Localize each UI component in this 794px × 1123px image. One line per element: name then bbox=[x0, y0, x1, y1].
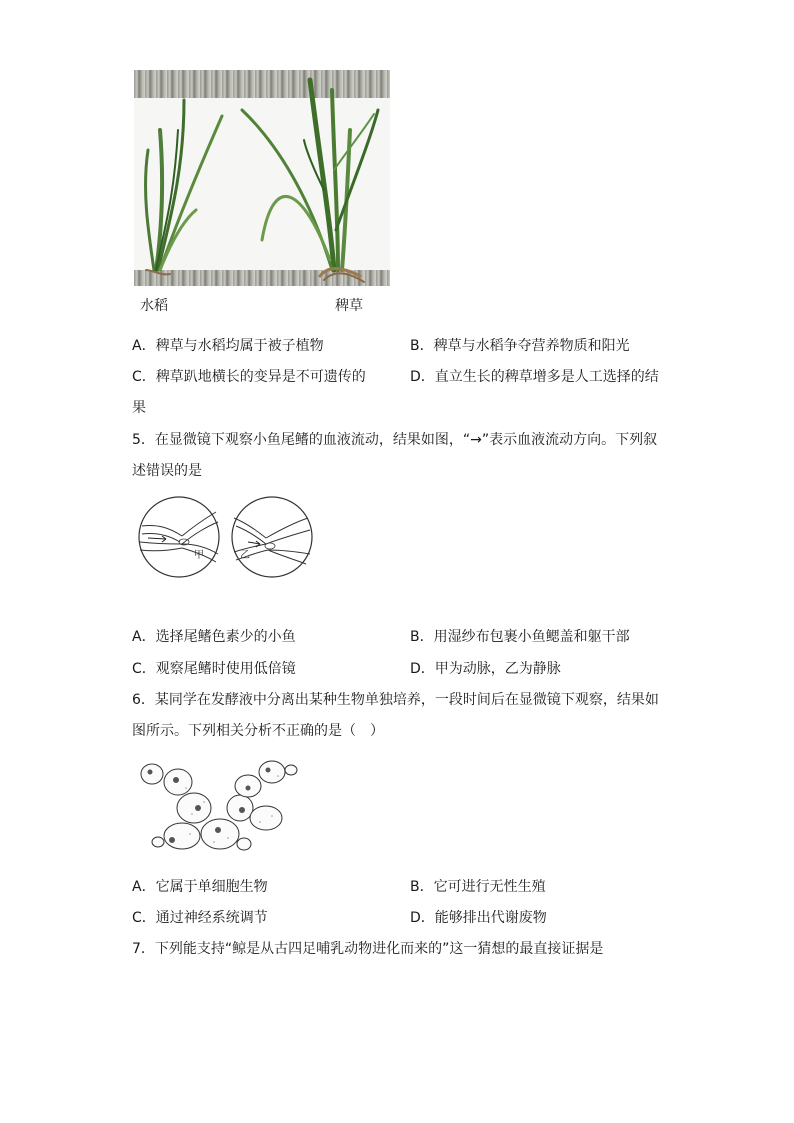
q5-option-b: B．用湿纱布包裹小鱼鳃盖和躯干部 bbox=[410, 629, 630, 645]
q5-stem-line2: 述错误的是 bbox=[132, 463, 202, 479]
rice-barnyardgrass-photo bbox=[134, 70, 390, 286]
label-yi: 乙 bbox=[240, 550, 250, 561]
vessel-circle-left bbox=[139, 497, 219, 577]
q4-option-c: C．稗草趴地横长的变异是不可遗传的 bbox=[132, 369, 366, 385]
q5-option-d: D．甲为动脉，乙为静脉 bbox=[410, 661, 561, 677]
label-jia: 甲 bbox=[194, 550, 204, 561]
q5-option-a: A．选择尾鳍色素少的小鱼 bbox=[132, 629, 296, 645]
q6-stem-line1: 6．某同学在发酵液中分离出某种生物单独培养，一段时间后在显微镜下观察，结果如 bbox=[132, 692, 659, 708]
q4-option-d: D．直立生长的稗草增多是人工选择的结 bbox=[410, 369, 659, 385]
plants-illustration bbox=[134, 70, 390, 286]
q6-stem-line2: 图所示。下列相关分析不正确的是（ ） bbox=[132, 723, 384, 739]
q6-option-a: A．它属于单细胞生物 bbox=[132, 879, 268, 895]
yeast-cells-figure bbox=[138, 758, 302, 854]
q6-option-c: C．通过神经系统调节 bbox=[132, 910, 268, 926]
q5-stem-line1: 5．在显微镜下观察小鱼尾鳍的血液流动，结果如图，“→”表示血液流动方向。下列叙 bbox=[132, 432, 658, 448]
rice-plant bbox=[146, 100, 222, 274]
q4-option-a: A．稗草与水稻均属于被子植物 bbox=[132, 338, 324, 354]
q4-option-d-continued: 果 bbox=[132, 400, 146, 416]
q5-option-c: C．观察尾鳍时使用低倍镜 bbox=[132, 661, 296, 677]
caption-barnyard-grass: 稗草 bbox=[335, 298, 363, 314]
q6-option-b: B．它可进行无性生殖 bbox=[410, 879, 546, 895]
caption-rice: 水稻 bbox=[140, 298, 168, 314]
vessel-circle-right bbox=[232, 497, 312, 577]
q4-option-b: B．稗草与水稻争夺营养物质和阳光 bbox=[410, 338, 630, 354]
blood-vessel-figure bbox=[136, 494, 318, 582]
q6-option-d: D．能够排出代谢废物 bbox=[410, 910, 547, 926]
q7-stem: 7．下列能支持“鲸是从古四足哺乳动物进化而来的”这一猜想的最直接证据是 bbox=[132, 941, 604, 957]
barnyard-grass-plant bbox=[242, 80, 378, 282]
